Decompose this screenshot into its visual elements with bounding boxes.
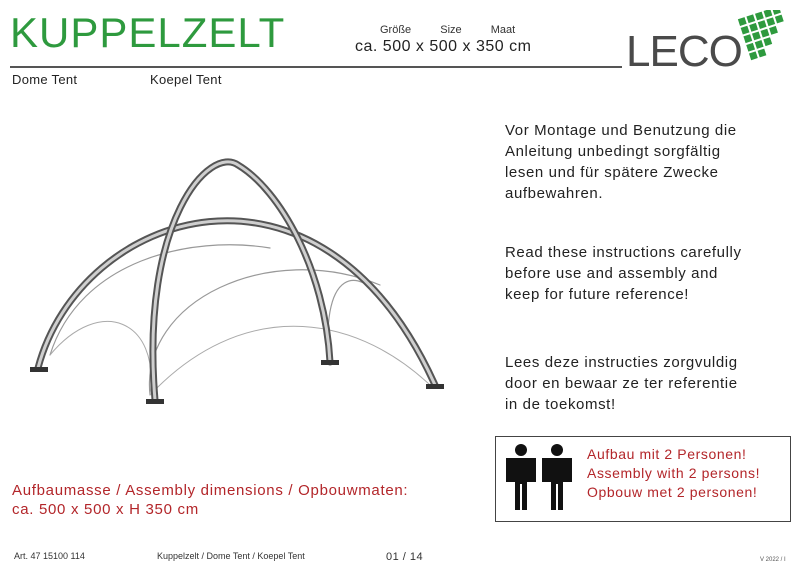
assembly-dimensions-value: ca. 500 x 500 x H 350 cm [12, 501, 199, 518]
instructions-nl-line: Lees deze instructies zorgvuldig [505, 354, 738, 371]
leco-logo-graphic [626, 10, 796, 70]
page-number: 01 / 14 [386, 551, 424, 563]
instructions-en-line: keep for future reference! [505, 286, 690, 303]
instructions-en-line: before use and assembly and [505, 265, 718, 282]
instructions-en [505, 242, 795, 305]
footer-product: Kuppelzelt / Dome Tent / Koepel Tent [157, 551, 305, 561]
subtitle-en: Dome Tent [12, 72, 78, 87]
persons-note [587, 445, 760, 502]
header-divider [10, 66, 622, 68]
logo-text: LECO [626, 27, 742, 70]
tent-foot-left [30, 367, 48, 372]
assembly-dimensions [12, 481, 408, 519]
instructions-de [505, 120, 795, 204]
tent-foot-back [321, 360, 339, 365]
page-title: KUPPELZELT [10, 9, 286, 56]
persons-note-line: Aufbau mit 2 Personen! [587, 446, 747, 462]
persons-note-line: Opbouw met 2 personen! [587, 484, 758, 500]
two-persons-icon [505, 443, 575, 513]
assembly-dimensions-label: Aufbaumasse / Assembly dimensions / Opbouwmaten: [12, 482, 409, 499]
instructions-de-line: Anleitung unbedingt sorgfältig [505, 143, 721, 160]
instructions-nl [505, 352, 795, 415]
instructions-de-line: Vor Montage und Benutzung die [505, 122, 737, 139]
instructions-en-line: Read these instructions carefully [505, 244, 742, 261]
tent-foot-right [426, 384, 444, 389]
persons-note-line: Assembly with 2 persons! [587, 465, 761, 481]
leco-logo [626, 10, 796, 70]
instructions-nl-line: door en bewaar ze ter referentie [505, 375, 738, 392]
instructions-de-line: lesen und für spätere Zwecke [505, 164, 719, 181]
tent-foot-front [146, 399, 164, 404]
instructions-nl-line: in de toekomst! [505, 396, 616, 413]
instructions-de-line: aufbewahren. [505, 185, 604, 202]
size-label-en: Size [440, 24, 462, 36]
footer-article: Art. 47 15100 114 [14, 551, 85, 561]
size-labels [380, 24, 541, 36]
subtitle-nl: Koepel Tent [150, 72, 222, 87]
version: V 2022 / I [760, 557, 786, 563]
size-label-de: Größe [380, 24, 412, 36]
size-label-nl: Maat [490, 24, 516, 36]
size-value: ca. 500 x 500 x 350 cm [355, 38, 532, 55]
dome-tent-illustration [20, 150, 450, 410]
